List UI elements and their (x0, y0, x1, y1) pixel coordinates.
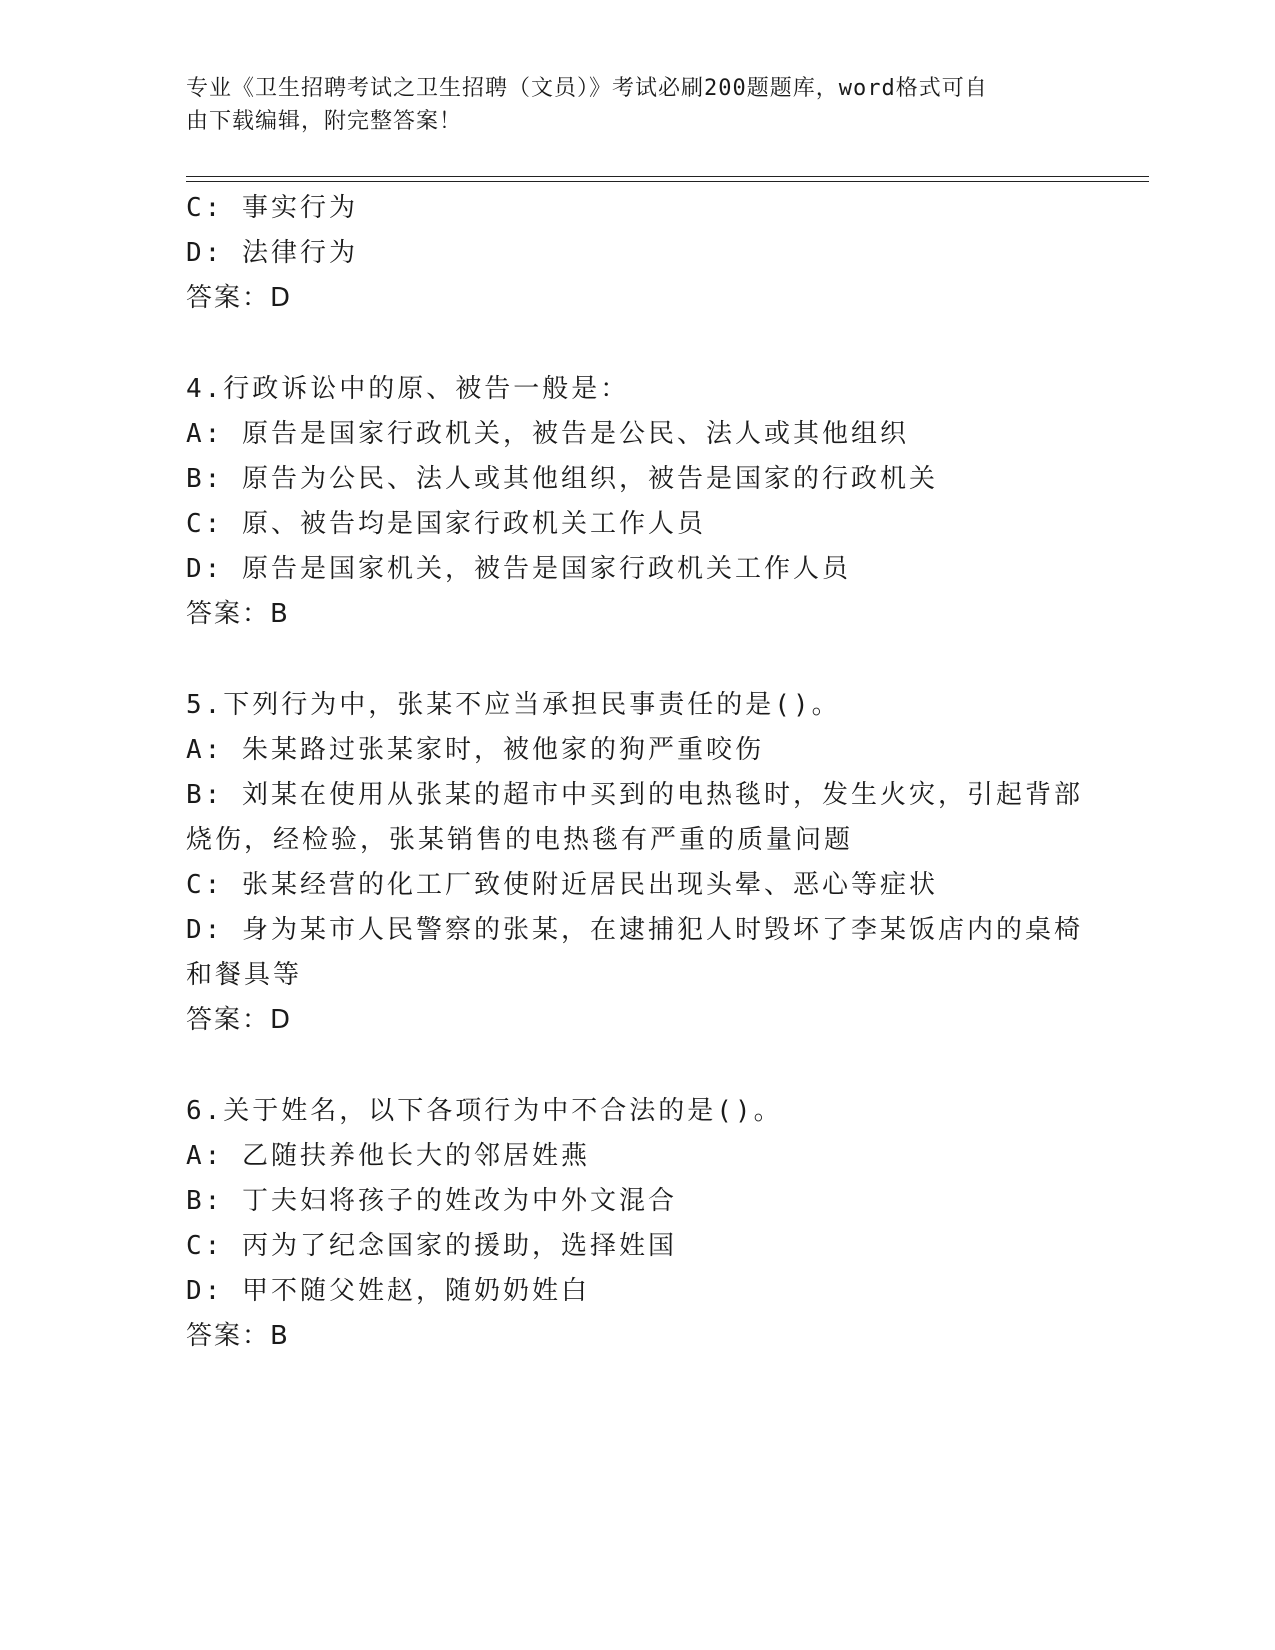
option-d-line-2: 和餐具等 (186, 960, 303, 990)
question-6 (186, 1089, 1086, 1359)
spacer (186, 1043, 1086, 1089)
question-5 (186, 683, 1086, 1043)
question-text: 6.关于姓名，以下各项行为中不合法的是()。 (186, 1096, 783, 1126)
answer-label: 答案：B (186, 1321, 290, 1351)
header-line-1: 专业《卫生招聘考试之卫生招聘（文员）》考试必刷200题题库，word格式可自 (186, 76, 988, 101)
option-c: C: 事实行为 (186, 193, 358, 223)
option-b: B: 原告为公民、法人或其他组织，被告是国家的行政机关 (186, 464, 938, 494)
header-divider-top (186, 176, 1149, 177)
question-4 (186, 367, 1086, 637)
option-d-line-1: D: 身为某市人民警察的张某，在逮捕犯人时毁坏了李某饭店内的桌椅 (186, 915, 1083, 945)
question-text: 4.行政诉讼中的原、被告一般是： (186, 374, 630, 404)
option-b-line-1: B: 刘某在使用从张某的超市中买到的电热毯时，发生火灾，引起背部 (186, 780, 1083, 810)
option-d: D: 甲不随父姓赵，随奶奶姓白 (186, 1276, 590, 1306)
spacer (186, 637, 1086, 683)
answer-label: 答案：D (186, 1005, 293, 1035)
option-d: D: 原告是国家机关，被告是国家行政机关工作人员 (186, 554, 851, 584)
option-c: C: 丙为了纪念国家的援助，选择姓国 (186, 1231, 677, 1261)
header-divider-bottom (186, 181, 1149, 182)
option-b: B: 丁夫妇将孩子的姓改为中外文混合 (186, 1186, 677, 1216)
question-text: 5.下列行为中，张某不应当承担民事责任的是()。 (186, 690, 841, 720)
option-d: D: 法律行为 (186, 238, 358, 268)
option-a: A: 原告是国家行政机关，被告是公民、法人或其他组织 (186, 419, 909, 449)
option-a: A: 朱某路过张某家时，被他家的狗严重咬伤 (186, 735, 764, 765)
answer-label: 答案：D (186, 283, 293, 313)
option-a: A: 乙随扶养他长大的邻居姓燕 (186, 1141, 590, 1171)
spacer (186, 321, 1086, 367)
option-b-line-2: 烧伤，经检验，张某销售的电热毯有严重的质量问题 (186, 825, 854, 855)
document-header (186, 72, 1066, 138)
header-line-2: 由下载编辑，附完整答案！ (186, 109, 463, 134)
question-3-tail (186, 186, 1086, 321)
option-c: C: 张某经营的化工厂致使附近居民出现头晕、恶心等症状 (186, 870, 938, 900)
answer-label: 答案：B (186, 599, 290, 629)
option-c: C: 原、被告均是国家行政机关工作人员 (186, 509, 706, 539)
question-list (186, 186, 1086, 1359)
